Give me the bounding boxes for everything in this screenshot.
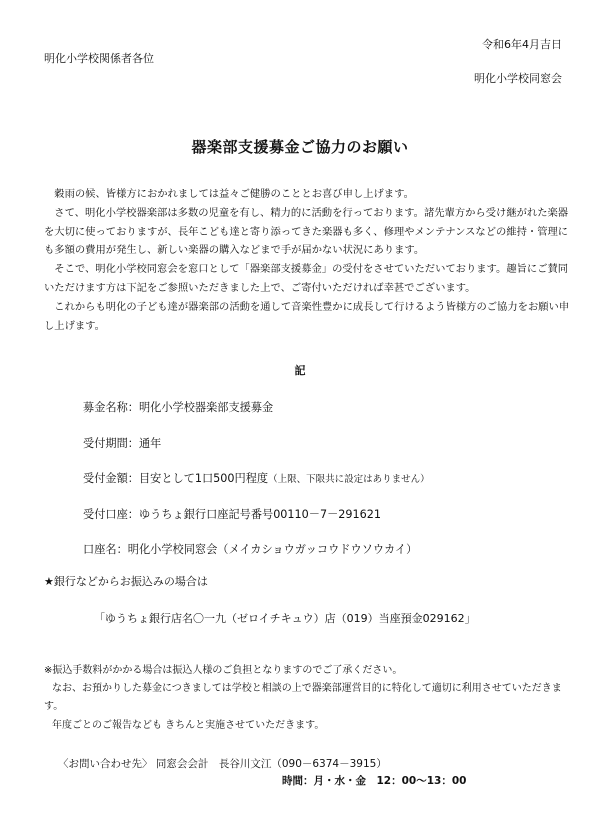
contact-hours: 時間：月・水・金 12：00～13：00 [282, 775, 467, 787]
body-text [44, 185, 570, 335]
reception-period: 受付期間：通年 [83, 437, 162, 450]
document-date: 令和6年4月吉日 [482, 38, 562, 51]
account-number: 受付口座：ゆうちょ銀行口座記号番号00110－7－291621 [83, 508, 381, 521]
note-item: なお、お預かりした募金につきましては学校と相談の上で器楽部運営目的に特化して適切に利用させていただきます。 [44, 683, 562, 713]
sender: 明化小学校同窓会 [474, 72, 562, 85]
note-item: ※振込手数料がかかる場合は振込人様のご負担となりますのでご了承ください。 [44, 665, 403, 676]
contact-line: 〈お問い合わせ先〉 同窓会会計 長谷川文江（090－6374－3915） [58, 758, 387, 770]
transfer-info: 「ゆうちょ銀行店名〇一九（ゼロイチキュウ）店（019）当座預金029162」 [94, 612, 476, 625]
body-paragraph: 穀雨の候、皆様方におかれましては益々ご健勝のこととお喜び申し上げます。 [54, 188, 414, 200]
donation-amount [83, 470, 430, 486]
donation-amount-note: （上限、下限共に設定はありません） [268, 474, 430, 485]
transfer-heading: ★銀行などからお振込みの場合は [44, 575, 208, 588]
notes [44, 662, 564, 735]
donation-amount-text: 受付金額：目安として1口500円程度 [83, 472, 269, 485]
body-paragraph: そこで、明化小学校同窓会を窓口として「器楽部支援募金」の受付をさせていただいております。趣旨にご賛同いただけます方は下記をご参照いただきました上で、ご寄付いただければ幸甚でございます。 [44, 263, 569, 294]
account-name: 口座名：明化小学校同窓会（メイカショウガッコウドウソウカイ） [83, 543, 418, 556]
body-paragraph: これからも明化の子ども達が器楽部の活動を通して音楽性豊かに成長して行けるよう皆様方のご協力をお願い申し上げます。 [44, 300, 570, 332]
document-title: 器楽部支援募金ご協力のお願い [191, 138, 409, 156]
note-item: 年度ごとのご報告なども きちんと実施させていただきます。 [52, 719, 325, 731]
addressee: 明化小学校関係者各位 [44, 52, 154, 65]
ki-heading: 記 [294, 364, 306, 377]
fund-name: 募金名称：明化小学校器楽部支援募金 [83, 401, 274, 414]
body-paragraph: さて、明化小学校器楽部は多数の児童を有し、精力的に活動を行っております。諸先輩方から受け継がれた楽器を大切に使っておりますが、長年こども達と寄り添ってきた楽器も多く、修理やメンテナンスなどの維持・管理にも多額の費用が発生し、新しい楽器の購入などまで手が届かない状況にあります。 [44, 206, 569, 257]
